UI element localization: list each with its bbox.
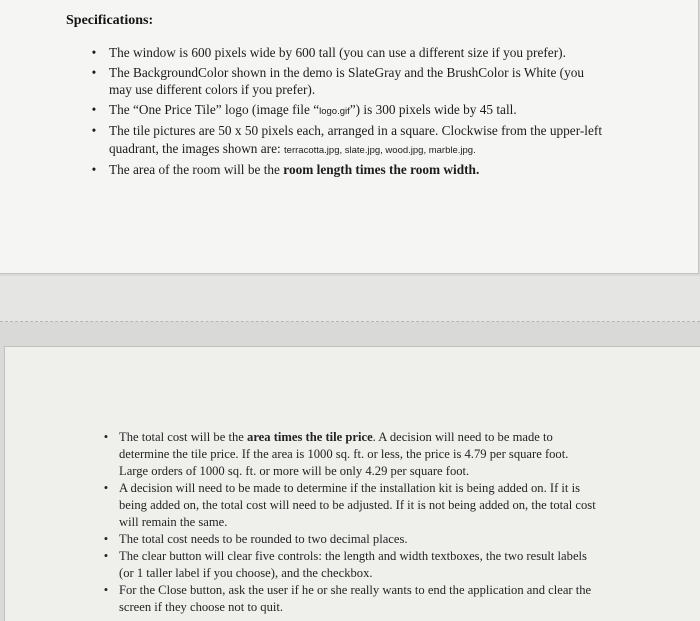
page-gap bbox=[0, 276, 700, 322]
list-item: • The clear button will clear five controls: the length and width textboxes, the two result labels (or 1 taller label if you choose), and the checkbox. bbox=[100, 548, 600, 582]
filename-text: logo.gif bbox=[319, 105, 350, 117]
bullet-icon: • bbox=[103, 549, 109, 563]
specifications-list-bottom bbox=[100, 429, 600, 616]
list-item: • The tile pictures are 50 x 50 pixels each, arranged in a square. Clockwise from the upper-left quadrant, the images shown are: terracotta.jpg, slate.jpg, wood.jpg, marble.jpg. bbox=[88, 122, 608, 159]
bullet-icon: • bbox=[103, 481, 109, 495]
bullet-icon: • bbox=[91, 162, 97, 177]
list-item: • The “One Price Tile” logo (image file “logo.gif”) is 300 pixels wide by 45 tall. bbox=[88, 101, 608, 121]
list-item: • The BackgroundColor shown in the demo is SlateGray and the BrushColor is White (you may use different colors if you prefer). bbox=[88, 64, 608, 99]
list-item: • The total cost will be the area times the tile price. A decision will need to be made to determine the tile price. If the area is 1000 sq. ft. or less, the price is 4.79 per square foot. Large orders of 1000 sq. ft. or more will be only 4.29 per square foot. bbox=[100, 429, 600, 480]
bullet-icon: • bbox=[91, 123, 97, 138]
list-item: • A decision will need to be made to determine if the installation kit is being added on. If it is being added on, the total cost will need to be adjusted. If it is not being added on, the total cost will remain the same. bbox=[100, 480, 600, 531]
list-item: • The area of the room will be the room length times the room width. bbox=[88, 161, 608, 179]
bullet-icon: • bbox=[91, 45, 97, 60]
bold-text: area times the tile price bbox=[247, 430, 373, 444]
bullet-icon: • bbox=[103, 430, 109, 444]
bullet-icon: • bbox=[91, 64, 97, 80]
list-item: • The total cost needs to be rounded to two decimal places. bbox=[100, 531, 600, 548]
specifications-list-top bbox=[88, 44, 608, 181]
bullet-icon: • bbox=[103, 583, 109, 597]
list-item: • For the Close button, ask the user if he or she really wants to end the application and clear the screen if they choose not to quit. bbox=[100, 582, 600, 616]
bullet-icon: • bbox=[91, 101, 97, 117]
bullet-icon: • bbox=[103, 532, 109, 546]
specifications-heading: Specifications: bbox=[66, 13, 154, 28]
bold-text: room length times the room width. bbox=[283, 162, 480, 177]
list-item: • The window is 600 pixels wide by 600 tall (you can use a different size if you prefer). bbox=[88, 44, 608, 62]
filename-text: terracotta.jpg, slate.jpg, wood.jpg, marble.jpg. bbox=[284, 144, 476, 156]
